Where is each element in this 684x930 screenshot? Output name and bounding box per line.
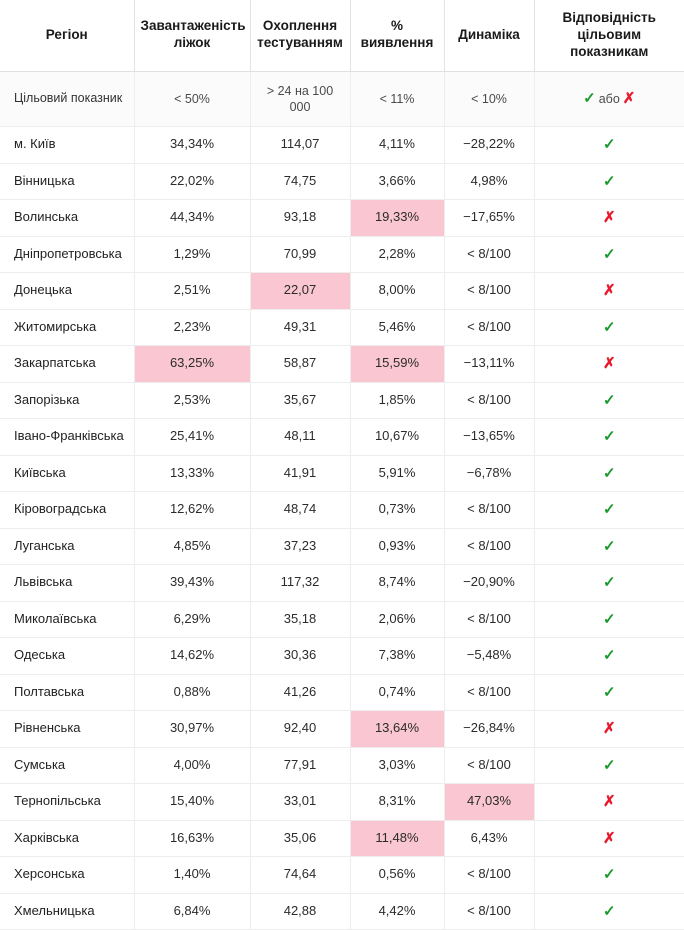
cross-icon: ✗ — [622, 90, 636, 108]
detection-rate-cell: 4,11% — [350, 127, 444, 164]
region-name-cell: Луганська — [0, 528, 134, 565]
region-name-cell: м. Київ — [0, 127, 134, 164]
column-header-region: Регіон — [0, 0, 134, 71]
column-header-compliance: Відповідність цільовим показникам — [534, 0, 684, 71]
detection-rate-cell: 15,59% — [350, 346, 444, 383]
region-name-cell: Рівненська — [0, 711, 134, 748]
testing-coverage-cell: 70,99 — [250, 236, 350, 273]
compliance-cell — [534, 747, 684, 784]
detection-rate-cell: 0,74% — [350, 674, 444, 711]
compliance-cell — [534, 200, 684, 237]
check-icon: ✓ — [602, 245, 616, 263]
compliance-cell — [534, 565, 684, 602]
detection-rate-cell: 5,91% — [350, 455, 444, 492]
beds-occupancy-cell: 39,43% — [134, 565, 250, 602]
beds-occupancy-cell: 1,29% — [134, 236, 250, 273]
compliance-cell — [534, 163, 684, 200]
target-detection: < 11% — [350, 71, 444, 127]
region-name-cell: Київська — [0, 455, 134, 492]
region-name-cell: Тернопільська — [0, 784, 134, 821]
check-icon: ✓ — [602, 610, 616, 628]
compliance-cell — [534, 346, 684, 383]
compliance-cell — [534, 638, 684, 675]
detection-rate-cell: 1,85% — [350, 382, 444, 419]
dynamics-cell: 6,43% — [444, 820, 534, 857]
testing-coverage-cell: 48,74 — [250, 492, 350, 529]
detection-rate-cell: 13,64% — [350, 711, 444, 748]
detection-rate-cell: 0,56% — [350, 857, 444, 894]
table-row — [0, 200, 684, 237]
dynamics-cell: −20,90% — [444, 565, 534, 602]
compliance-cell — [534, 784, 684, 821]
testing-coverage-cell: 74,64 — [250, 857, 350, 894]
region-name-cell: Донецька — [0, 273, 134, 310]
check-icon: ✓ — [602, 683, 616, 701]
dynamics-cell: −13,11% — [444, 346, 534, 383]
testing-coverage-cell: 58,87 — [250, 346, 350, 383]
compliance-cell — [534, 857, 684, 894]
compliance-cell — [534, 236, 684, 273]
compliance-cell — [534, 820, 684, 857]
check-icon: ✓ — [602, 756, 616, 774]
check-icon: ✓ — [583, 90, 596, 108]
beds-occupancy-cell: 4,85% — [134, 528, 250, 565]
detection-rate-cell: 0,73% — [350, 492, 444, 529]
testing-coverage-cell: 37,23 — [250, 528, 350, 565]
table-row — [0, 419, 684, 456]
beds-occupancy-cell: 12,62% — [134, 492, 250, 529]
compliance-cell — [534, 711, 684, 748]
beds-occupancy-cell: 13,33% — [134, 455, 250, 492]
beds-occupancy-cell: 6,29% — [134, 601, 250, 638]
region-name-cell: Харківська — [0, 820, 134, 857]
column-header-beds: Завантаженість ліжок — [134, 0, 250, 71]
dynamics-cell: < 8/100 — [444, 528, 534, 565]
compliance-cell — [534, 309, 684, 346]
table-row — [0, 127, 684, 164]
testing-coverage-cell: 74,75 — [250, 163, 350, 200]
region-name-cell: Миколаївська — [0, 601, 134, 638]
detection-rate-cell: 7,38% — [350, 638, 444, 675]
target-testing: > 24 на 100 000 — [250, 71, 350, 127]
region-name-cell: Івано-Франківська — [0, 419, 134, 456]
column-header-detection: % виявлення — [350, 0, 444, 71]
beds-occupancy-cell: 1,40% — [134, 857, 250, 894]
compliance-cell — [534, 601, 684, 638]
testing-coverage-cell: 114,07 — [250, 127, 350, 164]
target-beds: < 50% — [134, 71, 250, 127]
compliance-cell — [534, 492, 684, 529]
region-name-cell: Житомирська — [0, 309, 134, 346]
check-icon: ✓ — [602, 318, 616, 336]
dynamics-cell: < 8/100 — [444, 273, 534, 310]
testing-coverage-cell: 77,91 — [250, 747, 350, 784]
check-icon: ✓ — [602, 647, 616, 665]
check-icon: ✓ — [602, 902, 616, 920]
dynamics-cell: < 8/100 — [444, 857, 534, 894]
compliance-cell — [534, 273, 684, 310]
dynamics-cell: −13,65% — [444, 419, 534, 456]
table-row — [0, 163, 684, 200]
testing-coverage-cell: 22,07 — [250, 273, 350, 310]
compliance-cell — [534, 528, 684, 565]
check-icon: ✓ — [602, 391, 616, 409]
compliance-cell — [534, 419, 684, 456]
testing-coverage-cell: 30,36 — [250, 638, 350, 675]
check-icon: ✓ — [602, 866, 616, 884]
testing-coverage-cell: 35,06 — [250, 820, 350, 857]
target-label: Цільовий показник — [0, 71, 134, 127]
compliance-cell — [534, 382, 684, 419]
testing-coverage-cell: 42,88 — [250, 893, 350, 930]
table-row — [0, 492, 684, 529]
table-row — [0, 455, 684, 492]
table-row — [0, 346, 684, 383]
dynamics-cell: −6,78% — [444, 455, 534, 492]
dynamics-cell: 47,03% — [444, 784, 534, 821]
column-header-dynamics: Динаміка — [444, 0, 534, 71]
compliance-cell — [534, 674, 684, 711]
testing-coverage-cell: 49,31 — [250, 309, 350, 346]
region-name-cell: Сумська — [0, 747, 134, 784]
table-row — [0, 638, 684, 675]
beds-occupancy-cell: 14,62% — [134, 638, 250, 675]
table-row — [0, 382, 684, 419]
detection-rate-cell: 8,00% — [350, 273, 444, 310]
table-row — [0, 273, 684, 310]
testing-coverage-cell: 117,32 — [250, 565, 350, 602]
region-name-cell: Закарпатська — [0, 346, 134, 383]
beds-occupancy-cell: 44,34% — [134, 200, 250, 237]
table-row — [0, 857, 684, 894]
beds-occupancy-cell: 0,88% — [134, 674, 250, 711]
testing-coverage-cell: 48,11 — [250, 419, 350, 456]
target-dynamics: < 10% — [444, 71, 534, 127]
beds-occupancy-cell: 2,51% — [134, 273, 250, 310]
testing-coverage-cell: 41,26 — [250, 674, 350, 711]
table-row — [0, 565, 684, 602]
table-row — [0, 309, 684, 346]
region-name-cell: Хмельницька — [0, 893, 134, 930]
dynamics-cell: < 8/100 — [444, 309, 534, 346]
check-icon: ✓ — [602, 172, 616, 190]
beds-occupancy-cell: 15,40% — [134, 784, 250, 821]
testing-coverage-cell: 35,18 — [250, 601, 350, 638]
check-icon: ✓ — [602, 574, 616, 592]
table-body — [0, 71, 684, 930]
detection-rate-cell: 3,66% — [350, 163, 444, 200]
target-compliance-separator: або — [598, 92, 620, 107]
detection-rate-cell: 10,67% — [350, 419, 444, 456]
testing-coverage-cell: 33,01 — [250, 784, 350, 821]
region-name-cell: Львівська — [0, 565, 134, 602]
dynamics-cell: −5,48% — [444, 638, 534, 675]
detection-rate-cell: 11,48% — [350, 820, 444, 857]
compliance-cell — [534, 893, 684, 930]
dynamics-cell: < 8/100 — [444, 747, 534, 784]
table-row — [0, 820, 684, 857]
cross-icon: ✗ — [602, 793, 616, 811]
beds-occupancy-cell: 25,41% — [134, 419, 250, 456]
cross-icon: ✗ — [602, 282, 616, 300]
cross-icon: ✗ — [602, 355, 616, 373]
beds-occupancy-cell: 6,84% — [134, 893, 250, 930]
table-row — [0, 674, 684, 711]
table-row — [0, 893, 684, 930]
target-compliance — [534, 71, 684, 127]
region-name-cell: Волинська — [0, 200, 134, 237]
detection-rate-cell: 5,46% — [350, 309, 444, 346]
beds-occupancy-cell: 30,97% — [134, 711, 250, 748]
dynamics-cell: −26,84% — [444, 711, 534, 748]
beds-occupancy-cell: 2,53% — [134, 382, 250, 419]
table-row — [0, 747, 684, 784]
check-icon: ✓ — [602, 501, 616, 519]
dynamics-cell: 4,98% — [444, 163, 534, 200]
table-row — [0, 784, 684, 821]
testing-coverage-cell: 92,40 — [250, 711, 350, 748]
detection-rate-cell: 4,42% — [350, 893, 444, 930]
detection-rate-cell: 2,28% — [350, 236, 444, 273]
dynamics-cell: < 8/100 — [444, 236, 534, 273]
cross-icon: ✗ — [602, 209, 616, 227]
dynamics-cell: −17,65% — [444, 200, 534, 237]
check-icon: ✓ — [602, 428, 616, 446]
region-name-cell: Вінницька — [0, 163, 134, 200]
beds-occupancy-cell: 63,25% — [134, 346, 250, 383]
dynamics-cell: −28,22% — [444, 127, 534, 164]
detection-rate-cell: 8,74% — [350, 565, 444, 602]
region-name-cell: Херсонська — [0, 857, 134, 894]
compliance-cell — [534, 455, 684, 492]
table-row — [0, 601, 684, 638]
detection-rate-cell: 3,03% — [350, 747, 444, 784]
detection-rate-cell: 2,06% — [350, 601, 444, 638]
dynamics-cell: < 8/100 — [444, 382, 534, 419]
table-row — [0, 236, 684, 273]
cross-icon: ✗ — [602, 720, 616, 738]
dynamics-cell: < 8/100 — [444, 601, 534, 638]
beds-occupancy-cell: 22,02% — [134, 163, 250, 200]
beds-occupancy-cell: 16,63% — [134, 820, 250, 857]
detection-rate-cell: 8,31% — [350, 784, 444, 821]
region-name-cell: Одеська — [0, 638, 134, 675]
target-indicator-row — [0, 71, 684, 127]
column-header-testing: Охоплення тестуванням — [250, 0, 350, 71]
cross-icon: ✗ — [602, 829, 616, 847]
dynamics-cell: < 8/100 — [444, 674, 534, 711]
testing-coverage-cell: 93,18 — [250, 200, 350, 237]
testing-coverage-cell: 41,91 — [250, 455, 350, 492]
table-row — [0, 711, 684, 748]
table-header — [0, 0, 684, 71]
check-icon: ✓ — [602, 537, 616, 555]
beds-occupancy-cell: 4,00% — [134, 747, 250, 784]
region-name-cell: Полтавська — [0, 674, 134, 711]
dynamics-cell: < 8/100 — [444, 893, 534, 930]
detection-rate-cell: 19,33% — [350, 200, 444, 237]
compliance-cell — [534, 127, 684, 164]
dynamics-cell: < 8/100 — [444, 492, 534, 529]
table-row — [0, 528, 684, 565]
beds-occupancy-cell: 2,23% — [134, 309, 250, 346]
region-name-cell: Запорізька — [0, 382, 134, 419]
check-icon: ✓ — [602, 464, 616, 482]
region-name-cell: Дніпропетровська — [0, 236, 134, 273]
region-name-cell: Кіровоградська — [0, 492, 134, 529]
beds-occupancy-cell: 34,34% — [134, 127, 250, 164]
check-icon: ✓ — [602, 136, 616, 154]
detection-rate-cell: 0,93% — [350, 528, 444, 565]
header-row — [0, 0, 684, 71]
testing-coverage-cell: 35,67 — [250, 382, 350, 419]
